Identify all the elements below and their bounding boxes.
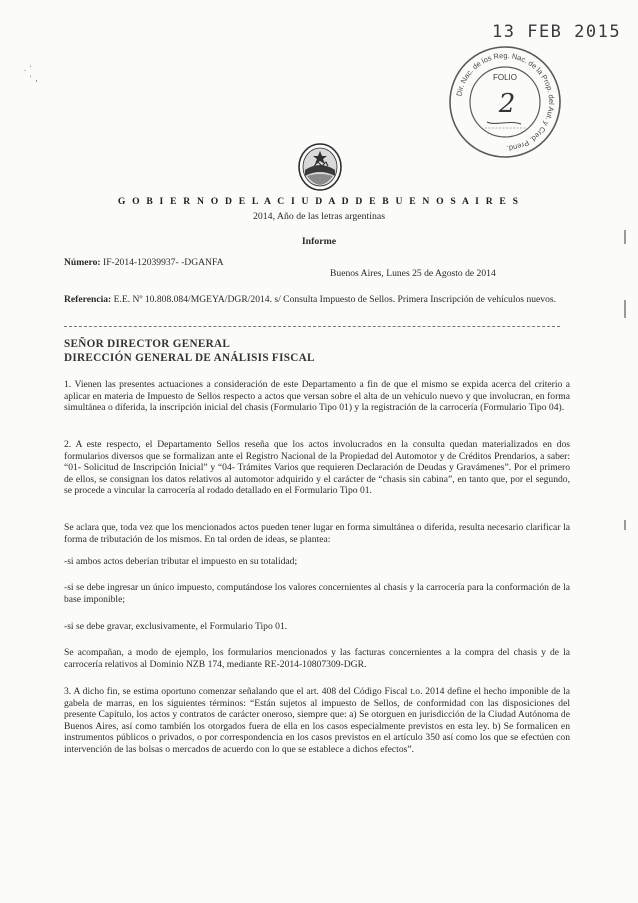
numero-value: IF-2014-12039937- -DGANFA xyxy=(103,257,224,268)
document-type-title: Informe xyxy=(301,236,337,247)
signature-scribble-icon xyxy=(487,122,521,124)
seal-ring-text: Dir. Nac. de los Reg. Nac. de la Prop. del Aut. y Cred. Prend. xyxy=(454,50,557,153)
referencia-label: Referencia: xyxy=(64,294,112,305)
paragraph: -si ambos actos deberían tributar el impuesto en su totalidad; xyxy=(64,556,298,567)
paragraph: -si se debe gravar, exclusivamente, el Formulario Tipo 01. xyxy=(64,621,288,632)
section-divider xyxy=(64,326,560,327)
year-motto: 2014, Año de las letras argentinas xyxy=(252,211,386,222)
folio-label: FOLIO xyxy=(492,73,518,82)
place-and-date: Buenos Aires, Lunes 25 de Agosto de 2014 xyxy=(330,268,496,279)
paragraph: 1. Vienen las presentes actuaciones a consideración de este Departamento a fin de que el mismo se expida acerca del criterio a aplicar en materia de Impuesto de Sellos respecto a actos que versan sobre el alta de un vehículo nuevo y que involucran, en forma simultánea o diferida, la inscripción inicial del chasis (Formulario Tipo 01) y la registración de la carrocería (Formulario Tipo 04). xyxy=(64,379,570,414)
document-number xyxy=(64,257,224,268)
paragraph: 3. A dicho fin, se estima oportuno comenzar señalando que el art. 408 del Código Fiscal t.o. 2014 define el hecho imponible de la gabela de marras, en los siguientes términos: “Están sujetos al impuesto de Sellos, de conformidad con las disposiciones del presente Capítulo, los actos y contratos de carácter oneroso, siempre que: a) Se otorguen en jurisdicción de la Ciudad Autónoma de Buenos Aires, así como también los otorgados fuera de ella en los casos especialmente previstos en esta ley. b) Se formalicen en instrumentos públicos o privados, o por correspondencia en los casos previstos en el artículo 350 así como los que se efectúen con intervención de las bolsas o mercados de acuerdo con lo que se establece a dichos efectos”. xyxy=(64,686,570,755)
registry-seal-stamp xyxy=(447,44,563,160)
numero-label: Número: xyxy=(64,257,101,268)
scan-edge-mark xyxy=(624,520,626,530)
paragraph: 2. A este respecto, el Departamento Sellos reseña que los actos involucrados en la consulta quedan materializados en dos formularios diversos que se formalizan ante el Registro Nacional de la Propiedad del Automotor y de Créditos Prendarios, a saber: “01- Solicitud de Inscripción Inicial” y “04- Trámites Varios que requieren Declaración de Deudas y Gravámenes”. Por el primero de ellos, se consignan los datos relativos al automotor adquirido y el carácter de “chasis sin cabina”, en tanto que, por el segundo, se procede a vincular la carrocería al rodado detallado en el Formulario Tipo 01. xyxy=(64,439,570,497)
salutation-line: SEÑOR DIRECTOR GENERAL xyxy=(64,338,231,350)
salutation xyxy=(64,338,315,365)
scan-specks: . ' ' , xyxy=(24,64,38,83)
reference-block xyxy=(64,294,594,307)
referencia-text: E.E. Nº 10.808.084/MGEYA/DGR/2014. s/ Consulta Impuesto de Sellos. Primera Inscripción de vehículos nuevos. xyxy=(113,294,557,305)
scan-edge-mark xyxy=(624,300,626,318)
received-date-stamp: 13 FEB 2015 xyxy=(492,22,622,42)
folio-number: 2 xyxy=(498,89,516,119)
paragraph: Se acompañan, a modo de ejemplo, los formularios mencionados y las facturas concernientes a la compra del chasis y de la carrocería relativos al Dominio NZB 174, mediante RE-2014-10807309-DGR. xyxy=(64,647,570,670)
paragraph: Se aclara que, toda vez que los mencionados actos pueden tener lugar en forma simultánea o diferida, resulta necesario clarificar la forma de tributación de los mismos. En tal orden de ideas, se plantea: xyxy=(64,522,570,545)
salutation-line: DIRECCIÓN GENERAL DE ANÁLISIS FISCAL xyxy=(64,351,315,364)
city-crest-icon xyxy=(297,142,343,192)
government-header: G O B I E R N O D E L A C I U D A D D E B U E N O S A I R E S xyxy=(117,196,521,207)
paragraph: -si se debe ingresar un único impuesto, computándose los valores concernientes al chasis y la carrocería para la conformación de la base imponible; xyxy=(64,582,570,605)
